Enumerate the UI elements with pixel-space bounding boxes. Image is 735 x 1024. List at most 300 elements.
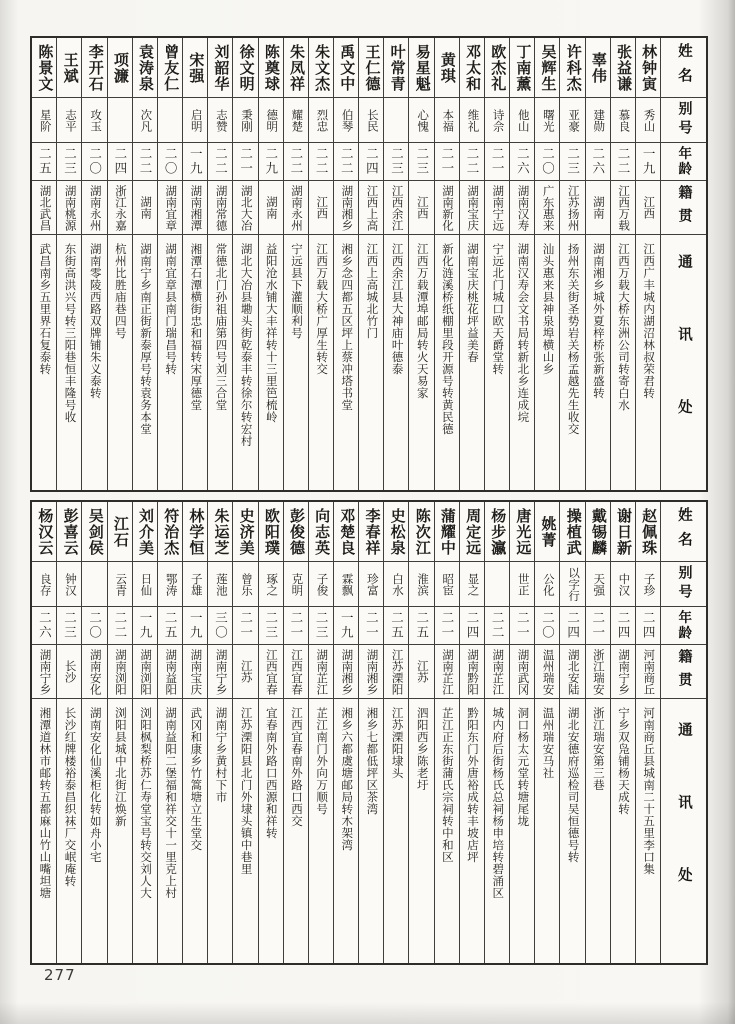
person-name-text: 陈次江 (413, 507, 430, 556)
person-address-text: 温州瑞安马社 (541, 707, 554, 779)
person-address-text: 湖南湘乡城外夏梓桥张新盛转 (591, 243, 604, 399)
person-native (485, 645, 509, 699)
person-alias-text: 良存 (38, 572, 51, 596)
person-column (182, 502, 207, 963)
person-alias (133, 98, 157, 143)
person-age-text: 二二 (137, 147, 152, 176)
person-address-text: 城内府后街杨氏总祠杨申培转碧涌区 (491, 707, 504, 899)
person-address (510, 235, 534, 490)
person-name (535, 38, 559, 98)
person-alias-text: 世正 (516, 572, 529, 596)
person-address (510, 699, 534, 963)
person-age (384, 143, 408, 181)
person-alias (460, 562, 484, 607)
person-name (259, 502, 283, 562)
person-name-text: 张益谦 (615, 43, 632, 92)
person-address-text: 湖南汉寿会文书局转新北乡连成垸 (516, 243, 529, 423)
person-name-text: 宋强 (187, 51, 204, 84)
person-address (384, 699, 408, 963)
person-native-text: 江西万载 (617, 184, 630, 231)
person-native (334, 181, 358, 235)
person-name-text: 操植武 (564, 507, 581, 556)
person-alias-text: 霖飘 (340, 572, 353, 596)
person-alias (435, 562, 459, 607)
person-native-text: 湖南武冈 (516, 648, 529, 695)
person-native-text: 湖南浏阳 (139, 648, 152, 695)
person-age (32, 607, 56, 645)
person-age-text: 三〇 (213, 611, 228, 640)
person-native (108, 645, 132, 699)
person-address (259, 235, 283, 490)
person-column (459, 38, 484, 490)
person-column (509, 38, 534, 490)
person-native-text: 江西上高 (365, 184, 378, 231)
person-native (208, 181, 232, 235)
row-label-name (661, 38, 706, 98)
person-alias-text: 中汉 (617, 572, 630, 596)
person-native (32, 645, 56, 699)
person-age-text: 二二 (213, 147, 228, 176)
person-native (82, 645, 106, 699)
person-alias-text: 本福 (441, 108, 454, 132)
person-address-text: 长沙红牌楼裕泰昌织袜厂交岷庵转 (63, 707, 76, 887)
person-name (82, 38, 106, 98)
person-name-text: 符治杰 (162, 507, 179, 556)
person-age-text: 二六 (515, 147, 530, 176)
person-column (459, 502, 484, 963)
person-age-text: 二三 (62, 147, 77, 176)
person-address-text: 江西宜春南外路口西交 (289, 707, 302, 827)
person-name (208, 502, 232, 562)
person-alias-text: 星阶 (38, 108, 51, 132)
person-alias (133, 562, 157, 607)
row-label-address-text: 通讯处 (675, 722, 692, 940)
person-alias-text: 维礼 (466, 108, 479, 132)
person-native (359, 645, 383, 699)
person-name-text: 朱运芝 (212, 507, 229, 556)
person-column (585, 502, 610, 963)
person-native-text: 江西余江 (390, 184, 403, 231)
person-native-text: 湖北大冶 (239, 184, 252, 231)
person-native (586, 645, 610, 699)
person-alias-text: 公化 (541, 572, 554, 596)
person-age-text: 二二 (314, 147, 329, 176)
person-name (334, 502, 358, 562)
person-alias (334, 98, 358, 143)
person-column (182, 38, 207, 490)
person-age-text: 二九 (263, 147, 278, 176)
person-alias (82, 98, 106, 143)
person-column (383, 502, 408, 963)
person-address (208, 235, 232, 490)
row-label-native (661, 181, 706, 235)
person-age (611, 607, 635, 645)
person-age-text: 二二 (490, 611, 505, 640)
person-alias (359, 98, 383, 143)
person-column (232, 502, 257, 963)
person-address-text: 湖南宝庆桃花坪益美春 (466, 243, 479, 363)
person-native (409, 181, 433, 235)
person-alias-text: 子雄 (189, 572, 202, 596)
person-alias-text: 昭宦 (441, 572, 454, 596)
person-alias-text: 德明 (265, 108, 278, 132)
person-name (435, 38, 459, 98)
row-header-column (660, 38, 706, 490)
row-label-age (661, 143, 706, 181)
person-column (81, 502, 106, 963)
person-name-text: 陈景文 (36, 43, 53, 92)
person-age (636, 143, 660, 181)
person-native (611, 645, 635, 699)
person-name-text: 杨步瀛 (489, 507, 506, 556)
person-address (409, 699, 433, 963)
person-alias-text: 诗佘 (491, 108, 504, 132)
person-age-text: 二五 (389, 611, 404, 640)
person-name-text: 吴辉生 (539, 43, 556, 92)
person-age (82, 143, 106, 181)
person-age-text: 二四 (112, 147, 127, 176)
person-age-text: 二六 (37, 611, 52, 640)
person-age (560, 143, 584, 181)
person-name (32, 38, 56, 98)
person-column (585, 38, 610, 490)
person-native-text: 湖南浏阳 (113, 648, 126, 695)
person-alias (259, 562, 283, 607)
person-address (334, 699, 358, 963)
person-age (284, 143, 308, 181)
person-address (82, 699, 106, 963)
person-age-text: 二一 (590, 611, 605, 640)
page-number: 277 (44, 966, 76, 984)
person-name-text: 叶常青 (388, 43, 405, 92)
person-native (384, 181, 408, 235)
person-native-text: 湖南宁乡 (214, 648, 227, 695)
person-native-text: 湖北武昌 (38, 184, 51, 231)
person-name (334, 38, 358, 98)
person-address-text: 湘乡七都低坪区茶湾 (365, 707, 378, 815)
person-address (284, 699, 308, 963)
person-alias (183, 98, 207, 143)
person-native (359, 181, 383, 235)
person-name (485, 38, 509, 98)
person-name-text: 陈奠球 (262, 43, 279, 92)
person-address (636, 235, 660, 490)
person-alias (82, 562, 106, 607)
person-address-text: 河南商丘县城南二十五里李口集 (642, 707, 655, 875)
person-alias (510, 98, 534, 143)
person-age (133, 143, 157, 181)
person-column (434, 38, 459, 490)
person-address (586, 699, 610, 963)
row-header-column (660, 502, 706, 963)
person-alias (359, 562, 383, 607)
person-native-text: 湖南 (264, 196, 277, 219)
person-age-text: 二四 (364, 147, 379, 176)
person-address (284, 235, 308, 490)
person-age (510, 607, 534, 645)
row-label-alias (661, 562, 706, 607)
person-address (233, 699, 257, 963)
row-label-age-text: 年龄 (676, 610, 692, 641)
person-alias-text: 秉刚 (240, 108, 253, 132)
person-age (183, 607, 207, 645)
person-alias (309, 562, 333, 607)
person-name-text: 朱文杰 (313, 43, 330, 92)
person-native (309, 181, 333, 235)
person-address-text: 江西万载潭埠邮局转火天易家 (415, 243, 428, 399)
person-name (384, 38, 408, 98)
person-address-text: 芷江正东街蒲氏宗祠转中和区 (440, 707, 453, 863)
row-label-native-text: 籍贯 (676, 648, 692, 695)
person-alias (560, 98, 584, 143)
person-alias (560, 562, 584, 607)
person-address-text: 浏阳枫梨桥苏仁寿堂宝号转交刘人大 (139, 707, 151, 899)
person-alias (183, 562, 207, 607)
person-age-text: 一九 (188, 611, 203, 640)
person-name (309, 38, 333, 98)
person-alias (108, 562, 132, 607)
person-alias (535, 98, 559, 143)
person-name (259, 38, 283, 98)
person-native-text: 湖南益阳 (164, 648, 177, 695)
person-column (610, 502, 635, 963)
person-column (157, 38, 182, 490)
person-native (233, 181, 257, 235)
row-label-address (661, 699, 706, 963)
person-address-text: 武昌南乡五里界石复泰转 (38, 243, 51, 375)
person-age (460, 143, 484, 181)
person-address (586, 235, 610, 490)
person-alias-text: 志赞 (214, 108, 227, 132)
person-column (408, 502, 433, 963)
person-address (435, 235, 459, 490)
person-alias-text: 曾乐 (240, 572, 253, 596)
person-name (133, 38, 157, 98)
person-column (56, 38, 81, 490)
person-column (157, 502, 182, 963)
person-address (359, 699, 383, 963)
person-native (259, 645, 283, 699)
person-age-text: 二四 (615, 611, 630, 640)
person-age-text: 二〇 (540, 147, 555, 176)
person-address (359, 235, 383, 490)
row-label-name (661, 502, 706, 562)
person-alias-text: 天强 (592, 572, 605, 596)
person-alias-text: 白水 (390, 572, 403, 596)
person-name (384, 502, 408, 562)
person-name-text: 禹文中 (338, 43, 355, 92)
person-native-text: 湖南宁远 (491, 184, 504, 231)
person-native-text: 湖南宝庆 (189, 648, 202, 695)
person-name-text: 邓楚良 (338, 507, 355, 556)
person-address-text: 湘乡六都虞塘邮局转木架湾 (340, 707, 353, 851)
person-alias (384, 562, 408, 607)
person-native (309, 645, 333, 699)
person-name-text: 丁南薰 (514, 43, 531, 92)
person-alias (108, 98, 132, 143)
person-age (485, 143, 509, 181)
person-age (535, 607, 559, 645)
person-native-text: 湖南安化 (88, 648, 101, 695)
person-native-text: 江苏溧阳 (390, 648, 403, 695)
person-address-text: 益阳沧水铺大丰祥转十三里笆梳岭 (264, 243, 277, 423)
person-alias-text: 钟汉 (63, 572, 76, 596)
person-native (158, 181, 182, 235)
person-alias-text: 秀山 (642, 108, 655, 132)
person-alias (611, 98, 635, 143)
person-age (435, 143, 459, 181)
row-label-age-text: 年龄 (676, 146, 692, 177)
person-native (284, 181, 308, 235)
person-name (359, 502, 383, 562)
person-name (560, 38, 584, 98)
person-address-text: 泗阳西乡陈老圩 (415, 707, 428, 791)
person-age (108, 607, 132, 645)
person-name (535, 502, 559, 562)
person-native-text: 湖南芷江 (440, 648, 453, 695)
person-alias-text: 启明 (189, 108, 202, 132)
person-column (308, 502, 333, 963)
person-address-text: 汕头惠来县神泉埠横山乡 (541, 243, 554, 375)
person-column (258, 502, 283, 963)
person-column (232, 38, 257, 490)
person-native-text: 湖南宜章 (164, 184, 177, 231)
person-alias-text: 伯琴 (340, 108, 353, 132)
person-alias (334, 562, 358, 607)
row-label-alias-text: 别号 (676, 565, 692, 603)
person-alias-text: 曙光 (541, 108, 554, 132)
person-alias-text: 莲池 (214, 572, 227, 596)
person-column (635, 38, 660, 490)
person-column (107, 38, 132, 490)
person-alias (309, 98, 333, 143)
person-age-text: 二一 (288, 611, 303, 640)
person-name-text: 刘韶华 (212, 43, 229, 92)
person-name (32, 502, 56, 562)
person-age (183, 143, 207, 181)
person-native-text: 江西 (642, 196, 655, 219)
row-label-name-text: 姓名 (675, 43, 692, 92)
row-label-alias (661, 98, 706, 143)
person-name-text: 史济美 (237, 507, 254, 556)
person-native (108, 181, 132, 235)
person-age (636, 607, 660, 645)
person-address (535, 235, 559, 490)
person-column (358, 38, 383, 490)
person-age-text: 二五 (163, 611, 178, 640)
person-native-text: 湖南汉寿 (516, 184, 529, 231)
row-label-address (661, 235, 706, 490)
person-address-text: 宁远县下灌顺利号 (289, 243, 302, 339)
person-column (358, 502, 383, 963)
person-age-text: 二三 (62, 611, 77, 640)
person-address (233, 235, 257, 490)
person-alias-text: 次凡 (139, 108, 152, 132)
person-native-text: 江苏扬州 (566, 184, 579, 231)
person-column (333, 502, 358, 963)
person-native-text: 河南商丘 (642, 648, 655, 695)
person-age (409, 143, 433, 181)
person-address (133, 699, 157, 963)
person-column (559, 502, 584, 963)
person-address (309, 699, 333, 963)
person-column (207, 38, 232, 490)
row-label-age (661, 607, 706, 645)
person-native-text: 湖南宝庆 (466, 184, 479, 231)
person-age-text: 二六 (590, 147, 605, 176)
person-age (586, 607, 610, 645)
person-native (284, 645, 308, 699)
person-address-text: 湘潭道林市邮转五都麻山竹山嘴坦塘 (38, 707, 51, 899)
person-column (32, 38, 56, 490)
person-age (384, 607, 408, 645)
person-age (108, 143, 132, 181)
person-address-text: 湖南安化仙溪柜化转如舟小宅 (88, 707, 101, 863)
person-native (409, 645, 433, 699)
person-native (384, 645, 408, 699)
person-age (309, 143, 333, 181)
person-address (158, 699, 182, 963)
directory-table-top (30, 36, 708, 492)
person-age-text: 二三 (414, 147, 429, 176)
row-label-alias-text: 别号 (676, 101, 692, 139)
person-column (408, 38, 433, 490)
person-age-text: 二四 (565, 611, 580, 640)
person-native-text: 湖南芷江 (491, 648, 504, 695)
person-address-text: 江苏溧阳县北门外埭头镇中巷里 (239, 707, 252, 875)
person-address-text: 湖北安德府巡检司吴恒德号转 (566, 707, 579, 863)
person-column (509, 502, 534, 963)
person-name (133, 502, 157, 562)
person-address-text: 江西上高城北竹门 (365, 243, 378, 339)
person-name-text: 林钟寅 (640, 43, 657, 92)
person-alias-text: 他山 (516, 108, 529, 132)
person-native (611, 181, 635, 235)
person-age (158, 607, 182, 645)
person-native-text: 江西 (315, 196, 328, 219)
person-alias (233, 562, 257, 607)
person-address (560, 235, 584, 490)
person-name-text: 吴剑侯 (86, 507, 103, 556)
person-address (460, 699, 484, 963)
person-native (560, 181, 584, 235)
person-name-text: 王仁德 (363, 43, 380, 92)
person-age (359, 143, 383, 181)
person-alias (284, 98, 308, 143)
person-age (133, 607, 157, 645)
person-column (132, 502, 157, 963)
person-age (560, 607, 584, 645)
person-address-text: 湖南宜章县南门瑞昌号转 (164, 243, 177, 375)
person-age (435, 607, 459, 645)
person-alias-text: 日仙 (139, 572, 152, 596)
person-age (284, 607, 308, 645)
person-alias (485, 98, 509, 143)
person-age (57, 143, 81, 181)
person-address-text: 湖北大冶县墈头街乾泰丰转徐尔转宏村 (239, 243, 252, 447)
person-name-text: 许科杰 (564, 43, 581, 92)
person-name-text: 唐光远 (514, 507, 531, 556)
person-address-text: 湘乡念四都五区坪上蔡冲塔书堂 (340, 243, 353, 411)
person-age-text: 二四 (465, 611, 480, 640)
person-alias (32, 562, 56, 607)
person-name-text: 黄琪 (438, 51, 455, 84)
person-address (32, 699, 56, 963)
person-address (611, 699, 635, 963)
person-native-text: 湖南宁乡 (617, 648, 630, 695)
person-address-text: 杭州比胜庙巷四号 (113, 243, 126, 339)
person-name (510, 38, 534, 98)
